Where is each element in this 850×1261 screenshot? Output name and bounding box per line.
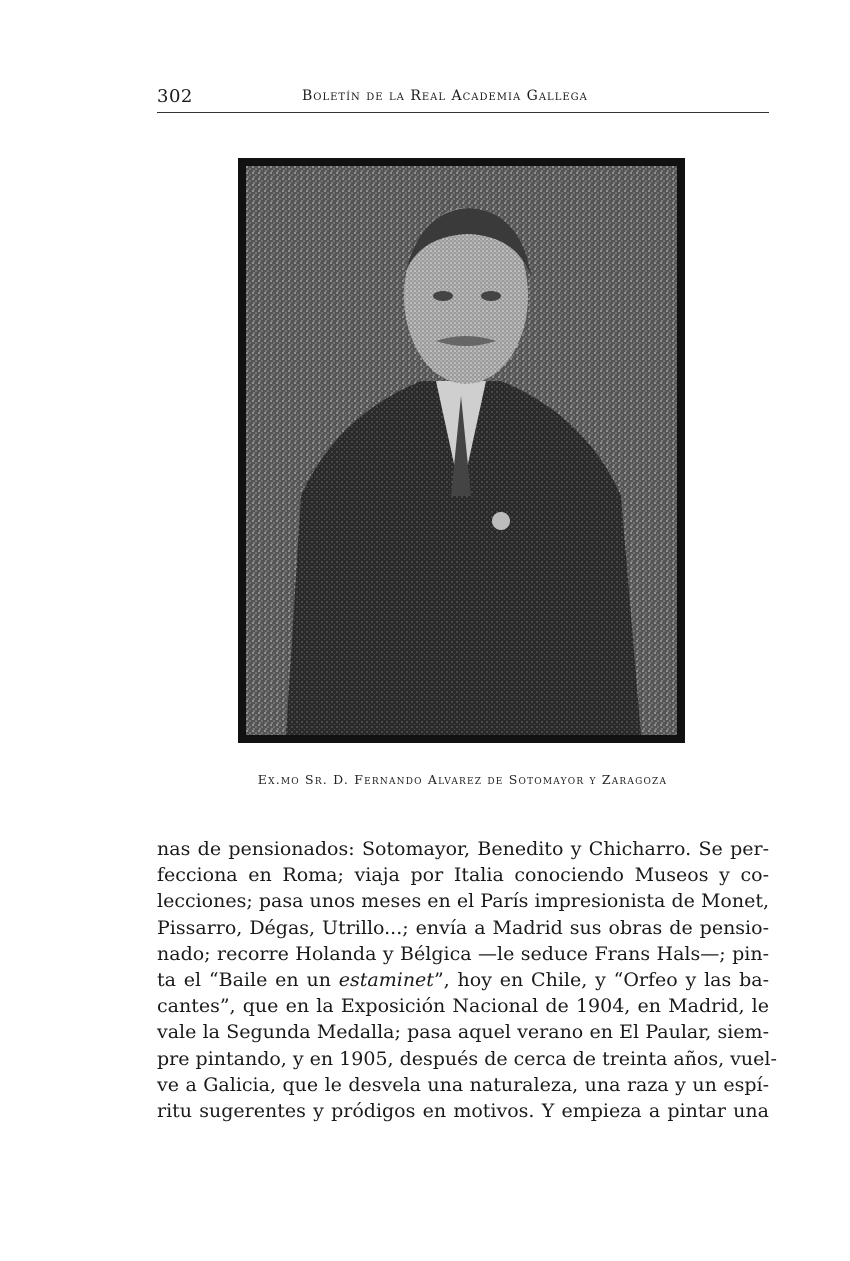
text-line: ritu sugerentes y pródigos en motivos. Y empieza a pintar una: [157, 1099, 769, 1122]
text-fragment: ta el “Baile en un: [157, 968, 339, 991]
text-line: nas de pensionados: Sotomayor, Benedito y Chicharro. Se per-: [157, 838, 769, 860]
running-title: Boletín de la Real Academia Gallega: [302, 88, 588, 104]
italic-word: estaminet: [338, 968, 434, 991]
text-line-with-italic: [157, 967, 769, 993]
text-line: pre pintando, y en 1905, después de cerca de treinta años, vuel-: [157, 1047, 777, 1070]
page-number: 302: [157, 86, 193, 107]
body-text: [157, 836, 777, 1124]
text-line: Pissarro, Dégas, Utrillo...; envía a Madrid sus obras de pensio-: [157, 916, 769, 939]
portrait-figure-icon: [246, 166, 677, 735]
figure-caption: Ex.mo Sr. D. Fernando Alvarez de Sotomayor y Zaragoza: [257, 772, 668, 787]
portrait-photo-frame: [238, 158, 685, 743]
text-line: lecciones; pasa unos meses en el París impresionista de Monet,: [157, 890, 769, 913]
text-line: ve a Galicia, que le desvela una naturaleza, una raza y un espí-: [157, 1073, 769, 1096]
text-line: nado; recorre Holanda y Bélgica —le seduce Frans Hals—; pin-: [157, 942, 769, 965]
text-line: fecciona en Roma; viaja por Italia conociendo Museos y co-: [157, 864, 769, 887]
text-line: vale la Segunda Medalla; pasa aquel verano en El Paular, siem-: [157, 1021, 769, 1044]
page-header: [157, 84, 769, 113]
text-line: cantes”, que en la Exposición Nacional de 1904, en Madrid, le: [157, 995, 769, 1018]
portrait-photograph: [246, 166, 677, 735]
text-fragment: ”, hoy en Chile, y “Orfeo y las ba-: [433, 968, 769, 991]
